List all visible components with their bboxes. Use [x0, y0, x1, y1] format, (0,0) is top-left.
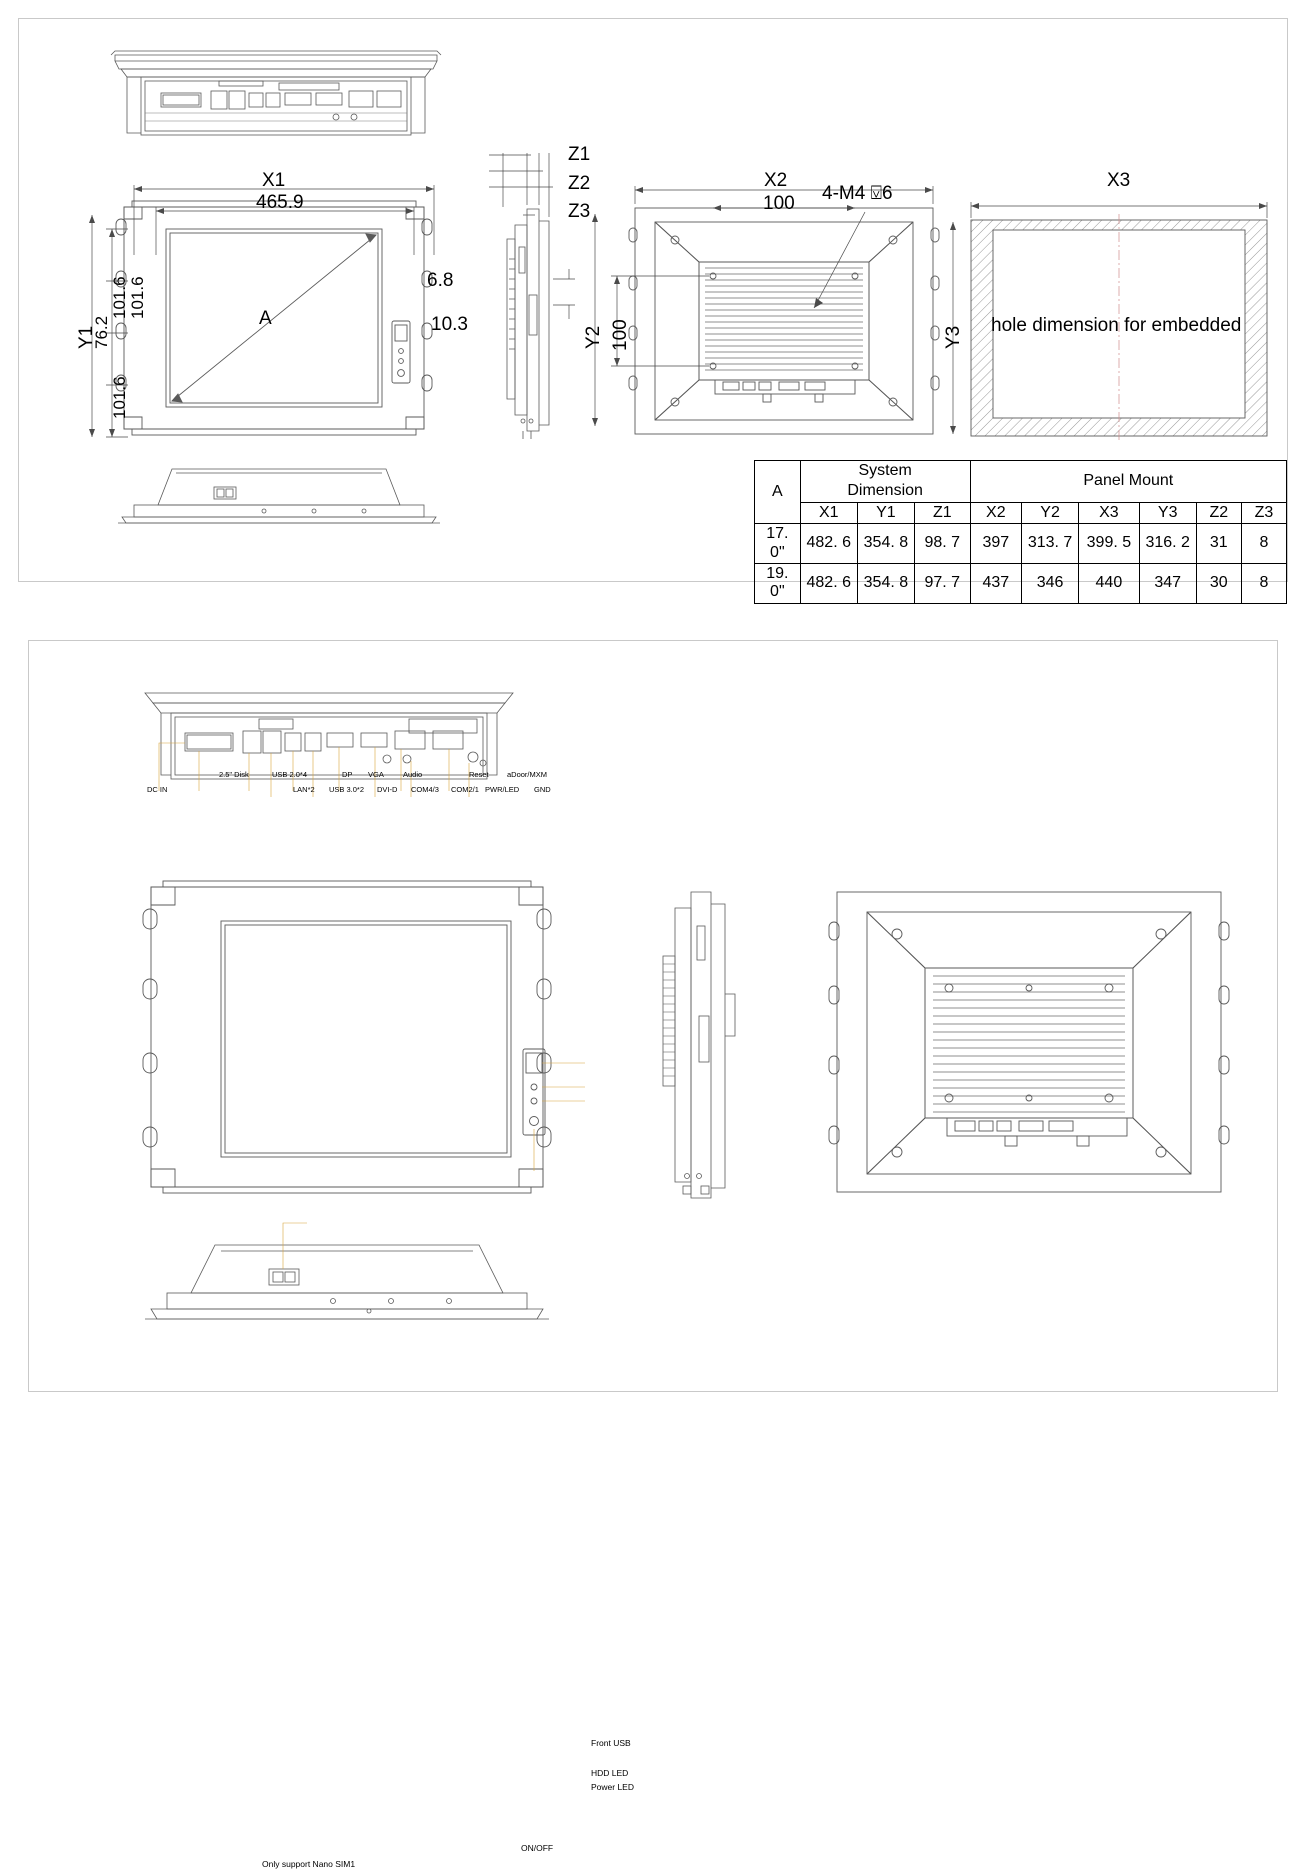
dim-y1-seg-top: 101.6	[110, 276, 129, 319]
header-y3: Y3	[1139, 502, 1196, 523]
table-row	[755, 563, 1287, 603]
dim-z2-label: Z2	[568, 173, 591, 194]
header-x1: X1	[800, 502, 857, 523]
io-label-dvid: DVI-D	[377, 785, 398, 794]
io-label-gnd: GND	[534, 785, 551, 794]
callout-front-usb: Front USB	[591, 1738, 631, 1748]
callout-power-led: Power LED	[591, 1782, 634, 1792]
row-19-z3: 8	[1241, 563, 1286, 603]
dim-x2-inner-label: 100	[763, 193, 795, 214]
rear-view	[629, 204, 939, 439]
header-z1: Z1	[914, 502, 970, 523]
io-label-disk: 2.5" Disk	[219, 770, 249, 779]
io-label-audio: Audio	[403, 770, 423, 779]
header-panel-mount: Panel Mount	[970, 461, 1286, 503]
table-row-head1	[755, 461, 1287, 482]
io-label-pwrled: PWR/LED	[485, 785, 520, 794]
dim-y1-label: Y1	[76, 325, 97, 349]
side-view-large	[629, 886, 749, 1206]
dim-10-3-label: 10.3	[431, 314, 468, 335]
header-z3: Z3	[1241, 502, 1286, 523]
screw-spec-label: 4-M4 ⍌6	[822, 183, 893, 204]
io-label-usb30: USB 3.0*2	[329, 785, 365, 794]
bottom-drawing-panel	[28, 640, 1278, 1869]
header-a: A	[755, 461, 801, 524]
row-19-y1: 354. 8	[857, 563, 914, 603]
top-view-rear-io	[111, 37, 441, 142]
dim-y3-label: Y3	[943, 325, 964, 349]
cutout-note: hole dimension for embedded	[991, 315, 1242, 336]
row-17-z3: 8	[1241, 524, 1286, 564]
table-row	[755, 524, 1287, 564]
row-17-x1: 482. 6	[800, 524, 857, 564]
row-17-size: 17. 0"	[755, 524, 801, 564]
header-y2: Y2	[1022, 502, 1079, 523]
row-19-x2: 437	[970, 563, 1021, 603]
dim-x3-label: X3	[1107, 170, 1131, 191]
table-row-head3	[755, 502, 1287, 523]
dim-6-8-label: 6.8	[427, 270, 454, 291]
front-view-large	[137, 881, 557, 1201]
callout-sim-note: Only support Nano SIM1	[262, 1859, 356, 1869]
row-19-size: 19. 0"	[755, 563, 801, 603]
io-label-adoor: aDoor/MXM	[507, 770, 548, 779]
row-19-x1: 482. 6	[800, 563, 857, 603]
rear-view-large	[829, 886, 1229, 1206]
dim-y2-inner-label: 100	[610, 319, 631, 351]
header-system-2: Dimension	[800, 481, 970, 502]
io-label-lan: LAN*2	[293, 785, 315, 794]
top-drawing-panel	[18, 18, 1288, 601]
dim-y1-seg-bottom: 101.6	[110, 376, 129, 419]
callout-hdd-led: HDD LED	[591, 1768, 629, 1778]
dim-x1-label: X1	[262, 170, 286, 191]
io-label-usb20: USB 2.0*4	[272, 770, 308, 779]
dim-x2-label: X2	[764, 170, 788, 191]
spec-table-wrapper	[754, 460, 1287, 604]
row-17-x2: 397	[970, 524, 1021, 564]
row-17-y3: 316. 2	[1139, 524, 1196, 564]
row-17-z1: 98. 7	[914, 524, 970, 564]
dim-y1-seg-3: 101.6	[128, 276, 147, 319]
io-label-dp: DP	[342, 770, 353, 779]
dim-y1-seg-2: 76.2	[92, 315, 111, 349]
header-y1: Y1	[857, 502, 914, 523]
row-17-y1: 354. 8	[857, 524, 914, 564]
io-label-com43: COM4/3	[411, 785, 439, 794]
callout-onoff: ON/OFF	[521, 1843, 554, 1853]
header-x2: X2	[970, 502, 1021, 523]
dim-x1-value: 465.9	[256, 192, 304, 213]
row-19-x3: 440	[1079, 563, 1139, 603]
bottom-view-large	[137, 1231, 557, 1341]
io-label-vga: VGA	[368, 770, 384, 779]
header-system: System	[800, 461, 970, 482]
row-17-y2: 313. 7	[1022, 524, 1079, 564]
row-19-y2: 346	[1022, 563, 1079, 603]
io-detail-view	[139, 671, 519, 791]
row-19-z2: 30	[1196, 563, 1241, 603]
row-17-x3: 399. 5	[1079, 524, 1139, 564]
row-17-z2: 31	[1196, 524, 1241, 564]
bottom-view	[114, 461, 444, 541]
dim-y2-label: Y2	[583, 325, 604, 349]
spec-table	[754, 460, 1287, 604]
io-label-reset: Reset	[469, 770, 489, 779]
side-view	[479, 199, 589, 449]
diagonal-label-a: A	[259, 308, 272, 329]
header-x3: X3	[1079, 502, 1139, 523]
row-19-y3: 347	[1139, 563, 1196, 603]
dim-z3-label: Z3	[568, 201, 591, 222]
io-label-dcin: DC IN	[147, 785, 168, 794]
row-19-z1: 97. 7	[914, 563, 970, 603]
header-z2: Z2	[1196, 502, 1241, 523]
dim-z1-label: Z1	[568, 144, 591, 165]
io-label-com21: COM2/1	[451, 785, 479, 794]
